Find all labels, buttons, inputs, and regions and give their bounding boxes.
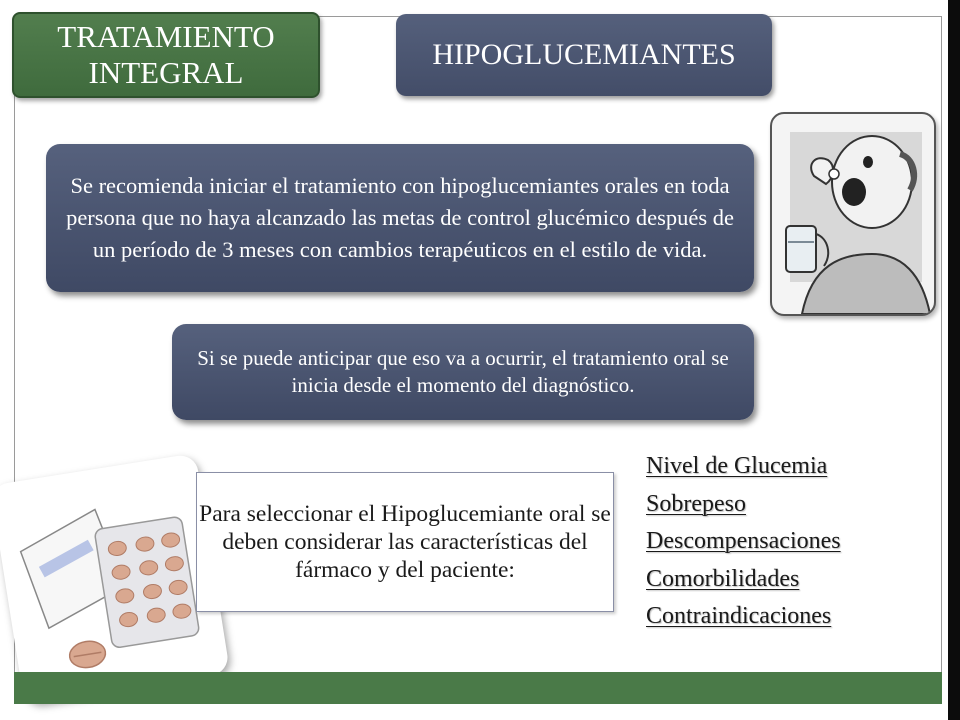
criteria-item: Sobrepeso <box>646 490 746 517</box>
criteria-item: Contraindicaciones <box>646 603 832 629</box>
criteria-item: Descompensaciones <box>646 528 841 554</box>
criteria-item: Comorbilidades <box>646 565 800 592</box>
selection-text: Para seleccionar el Hipoglucemiante oral se deben considerar las características del fármaco y del paciente: <box>199 501 611 583</box>
topic-title: HIPOGLUCEMIANTES <box>396 14 772 96</box>
section-title-line2: INTEGRAL <box>88 55 244 90</box>
anticipation-box <box>172 324 754 420</box>
man-taking-pill-icon <box>770 112 936 316</box>
bottom-bar <box>14 672 942 704</box>
selection-box <box>196 472 614 612</box>
section-title <box>12 12 320 98</box>
anticipation-text: Si se puede anticipar que eso va a ocurrir, el tratamiento oral se inicia desde el momento del diagnóstico. <box>197 346 729 397</box>
recommendation-box <box>46 144 754 292</box>
window-edge <box>948 0 960 720</box>
criteria-item: Nivel de Glucemia <box>646 453 828 479</box>
recommendation-text: Se recomienda iniciar el tratamiento con hipoglucemiantes orales en toda persona que no haya alcanzado las metas de control glucémico después de un período de 3 meses con cambios terapéuticos en el estilo de vida. <box>66 173 734 262</box>
criteria-list <box>646 448 916 636</box>
section-title-line1: TRATAMIENTO <box>57 19 275 54</box>
